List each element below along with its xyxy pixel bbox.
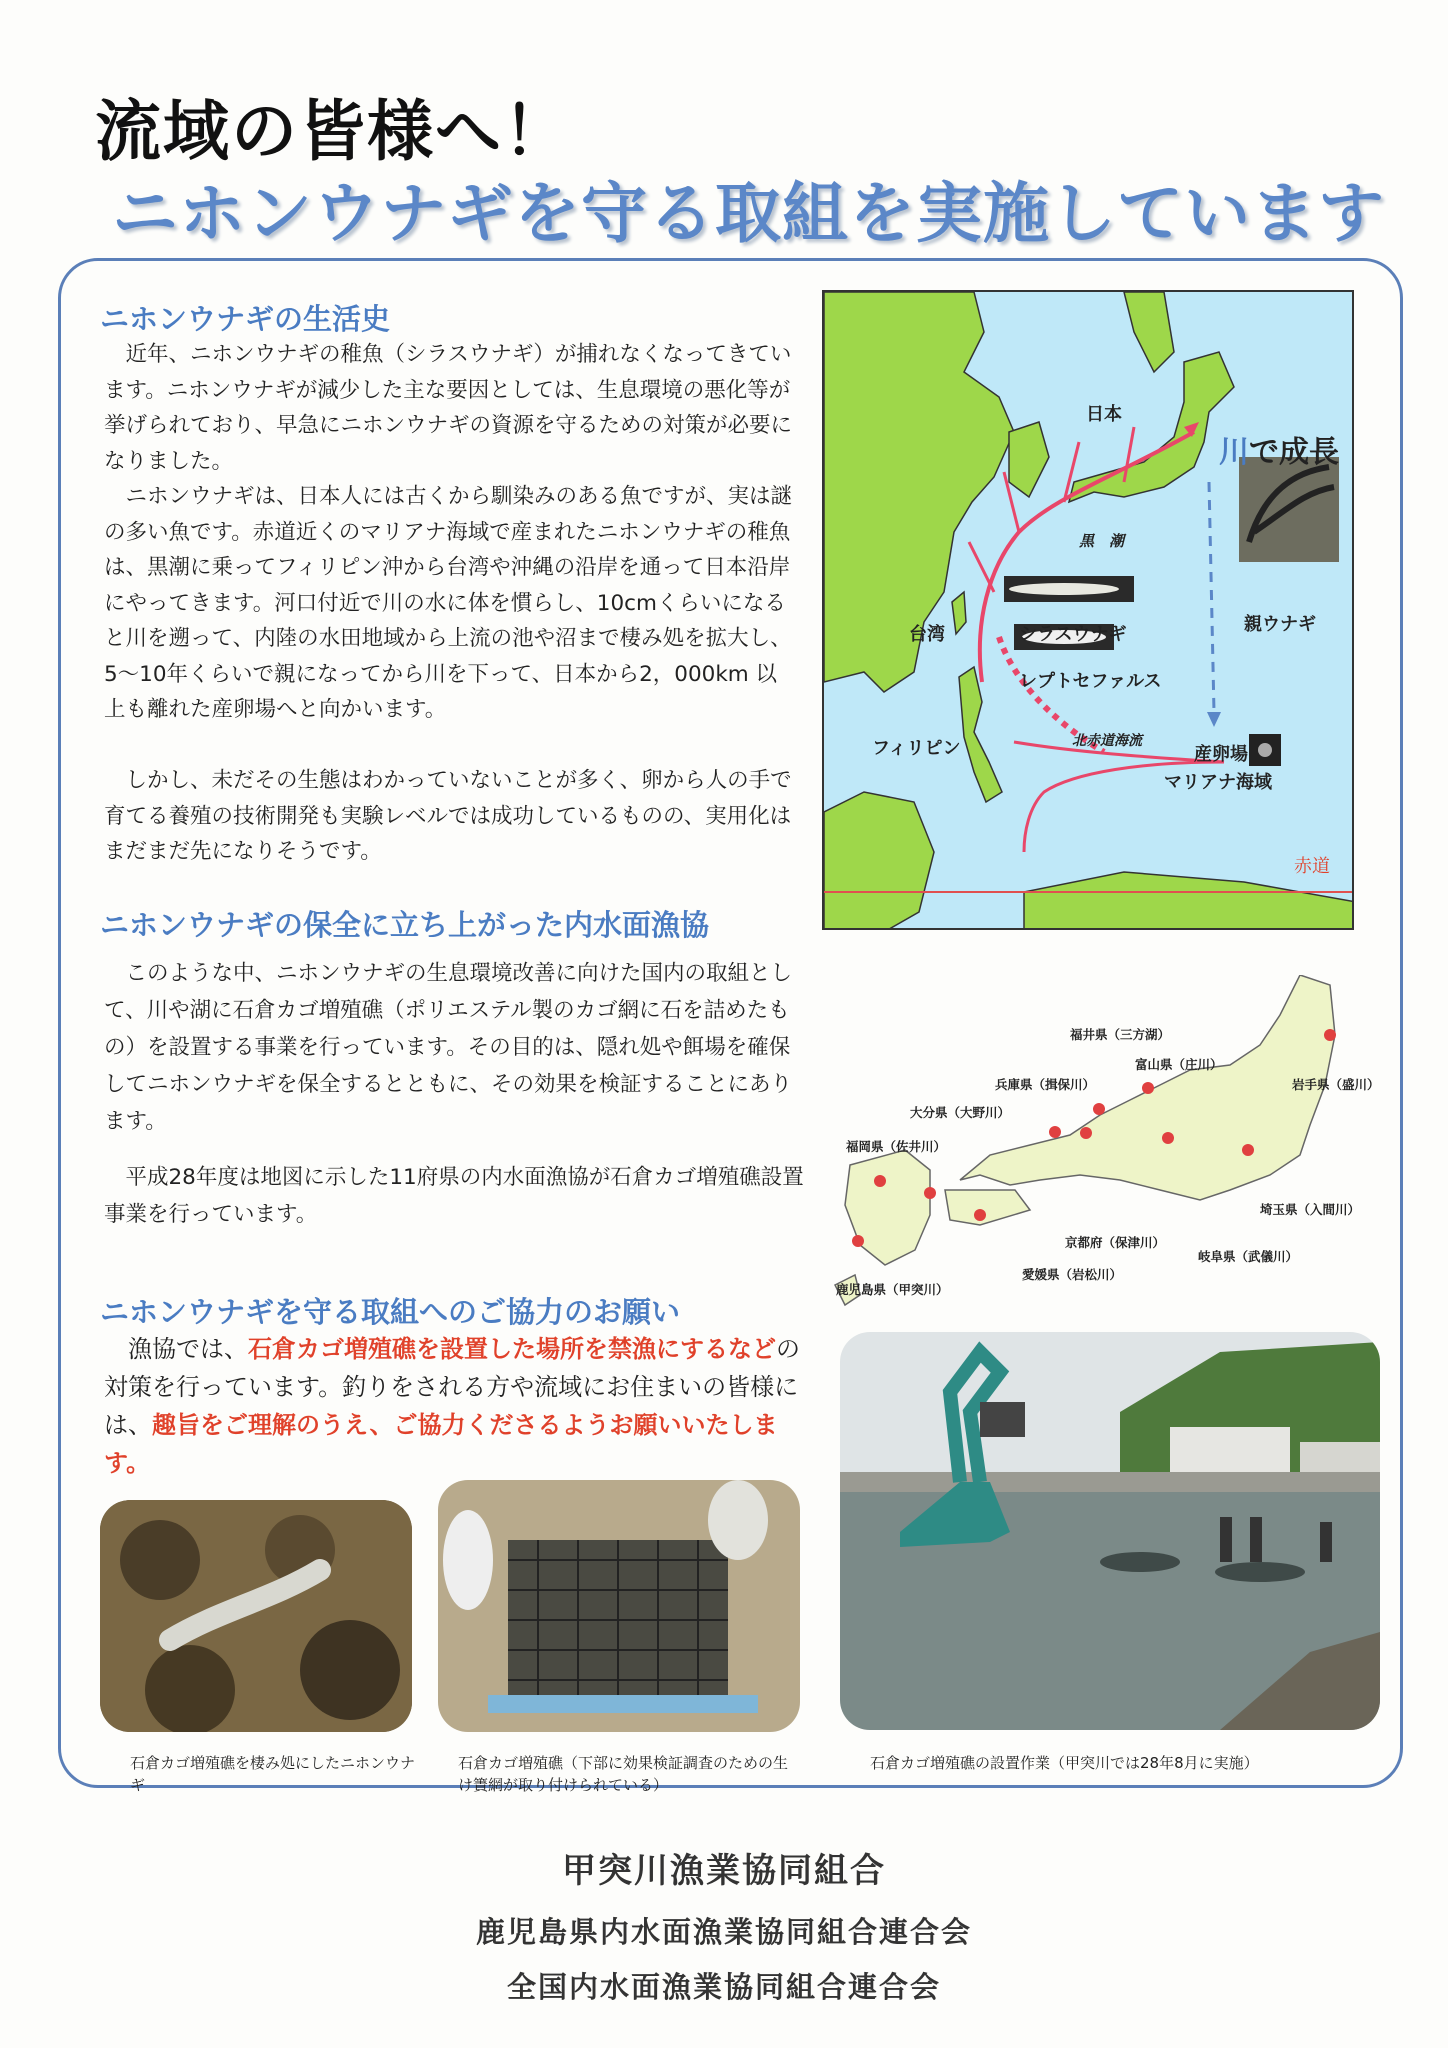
conservation-heading: ニホンウナギの保全に立ち上がった内水面漁協 [100,908,710,942]
page-subtitle: ニホンウナギを守る取組を実施しています [112,175,1385,252]
pref-hyogo: 兵庫県（揖保川） [995,1077,1096,1092]
request-text-1: 漁協では、 [128,1335,248,1363]
label-spawning: 産卵場 [1194,744,1248,765]
label-leptocephalus: レプトセファルス [1019,671,1162,692]
life-history-heading: ニホンウナギの生活史 [100,302,391,336]
pref-kyoto: 京都府（保津川） [1065,1235,1166,1250]
page-title: 流域の皆様へ！ [95,93,571,170]
pref-gifu: 岐阜県（武儀川） [1198,1249,1299,1264]
pref-fukuoka: 福岡県（佐井川） [846,1139,947,1154]
label-japan: 日本 [1086,404,1122,425]
pref-saitama: 埼玉県（入間川） [1260,1202,1361,1217]
photo-cage-graphic [438,1480,800,1732]
pref-toyama: 富山県（庄川） [1135,1057,1223,1072]
caption-photo1: 石倉カゴ増殖礁を棲み処にしたニホンウナギ [130,1754,416,1794]
label-grow-river-b: で成長 [1249,435,1339,470]
photo-eel-in-reef [100,1500,412,1732]
footer-org-1: 甲突川漁業協同組合 [562,1851,886,1891]
life-history-p1: 近年、ニホンウナギの稚魚（シラスウナギ）が捕れなくなってきています。ニホンウナギが減少した主な要因としては、生息環境の悪化等が挙げられており、早急にニホンウナギの資源を守るための対策が必要になりました。 [104,342,793,474]
caption-photo3: 石倉カゴ増殖礁の設置作業（甲突川では28年8月に実施） [870,1754,1259,1772]
label-mariana: マリアナ海域 [1164,772,1272,793]
pref-ehime: 愛媛県（岩松川） [1022,1267,1123,1282]
label-grow-river-a: 川 [1219,435,1249,470]
request-paragraph [104,1330,804,1482]
pref-oita: 大分県（大野川） [910,1105,1011,1120]
label-north-equatorial: 北赤道海流 [1072,733,1142,749]
label-equator: 赤道 [1294,856,1330,877]
footer-org-3: 全国内水面漁業協同組合連合会 [506,1970,941,2004]
label-glass-eel: シラスウナギ [1019,624,1127,645]
conservation-p2: 平成28年度は地図に示した11府県の内水面漁協が石倉カゴ増殖礁設置事業を行っています。 [104,1165,804,1227]
footer-org-2: 鹿児島県内水面漁業協同組合連合会 [475,1915,972,1949]
life-history-p3: しかし、未だその生態はわかっていないことが多く、卵から人の手で育てる養殖の技術開発も実験レベルでは成功しているものの、実用化はまだまだ先になりそうです。 [104,768,792,864]
photo-install-graphic [840,1332,1380,1730]
photo-eel-graphic [100,1500,412,1732]
request-alert-2: 趣旨をご理解のうえ、ご協力くださるようお願いいたします。 [104,1411,778,1477]
prefecture-map [830,975,1380,1315]
request-text-2: の対策を行っています。釣りをされる方や流域にお住まいの皆様には、 [104,1335,800,1439]
migration-map [822,290,1354,930]
label-philippines: フィリピン [872,738,961,759]
label-kuroshio: 黒 潮 [1079,532,1125,550]
label-adult-eel: 親ウナギ [1244,614,1316,635]
pref-fukui: 福井県（三方湖） [1070,1027,1171,1042]
photo-stone-cage [438,1480,800,1732]
pref-kagoshima: 鹿児島県（甲突川） [836,1282,949,1297]
request-heading: ニホンウナギを守る取組へのご協力のお願い [100,1295,681,1329]
life-history-p2: ニホンウナギは、日本人には古くから馴染みのある魚ですが、実は謎の多い魚です。赤道近くのマリアナ海域で産まれたニホンウナギの稚魚は、黒潮に乗ってフィリピン沖から台湾や沖縄の沿岸を通って日本沿岸にやってきます。河口付近で川の水に体を慣らし、10cmくらいになると川を遡って、内陸の水田地域から上流の池や沼まで棲み処を拡大し、5～10年くらいで親になってから川を下って、日本から2，000km 以上も離れた産卵場へと向かいます。 [104,484,793,722]
caption-photo2: 石倉カゴ増殖礁（下部に効果検証調査のための生け簀網が取り付けられている） [458,1754,789,1794]
pref-iwate: 岩手県（盛川） [1292,1077,1380,1092]
request-alert-1: 石倉カゴ増殖礁を設置した場所を禁漁にするなど [248,1335,776,1363]
label-taiwan: 台湾 [909,624,945,645]
label-grow-river [1219,427,1339,471]
conservation-p1: このような中、ニホンウナギの生息環境改善に向けた国内の取組として、川や湖に石倉カゴ増殖礁（ポリエステル製のカゴ網に石を詰めたもの）を設置する事業を行っています。その目的は、隠れ処や餌場を確保してニホンウナギを保全するとともに、その効果を検証することにあります。 [104,961,793,1134]
photo-installation-work [840,1332,1380,1730]
